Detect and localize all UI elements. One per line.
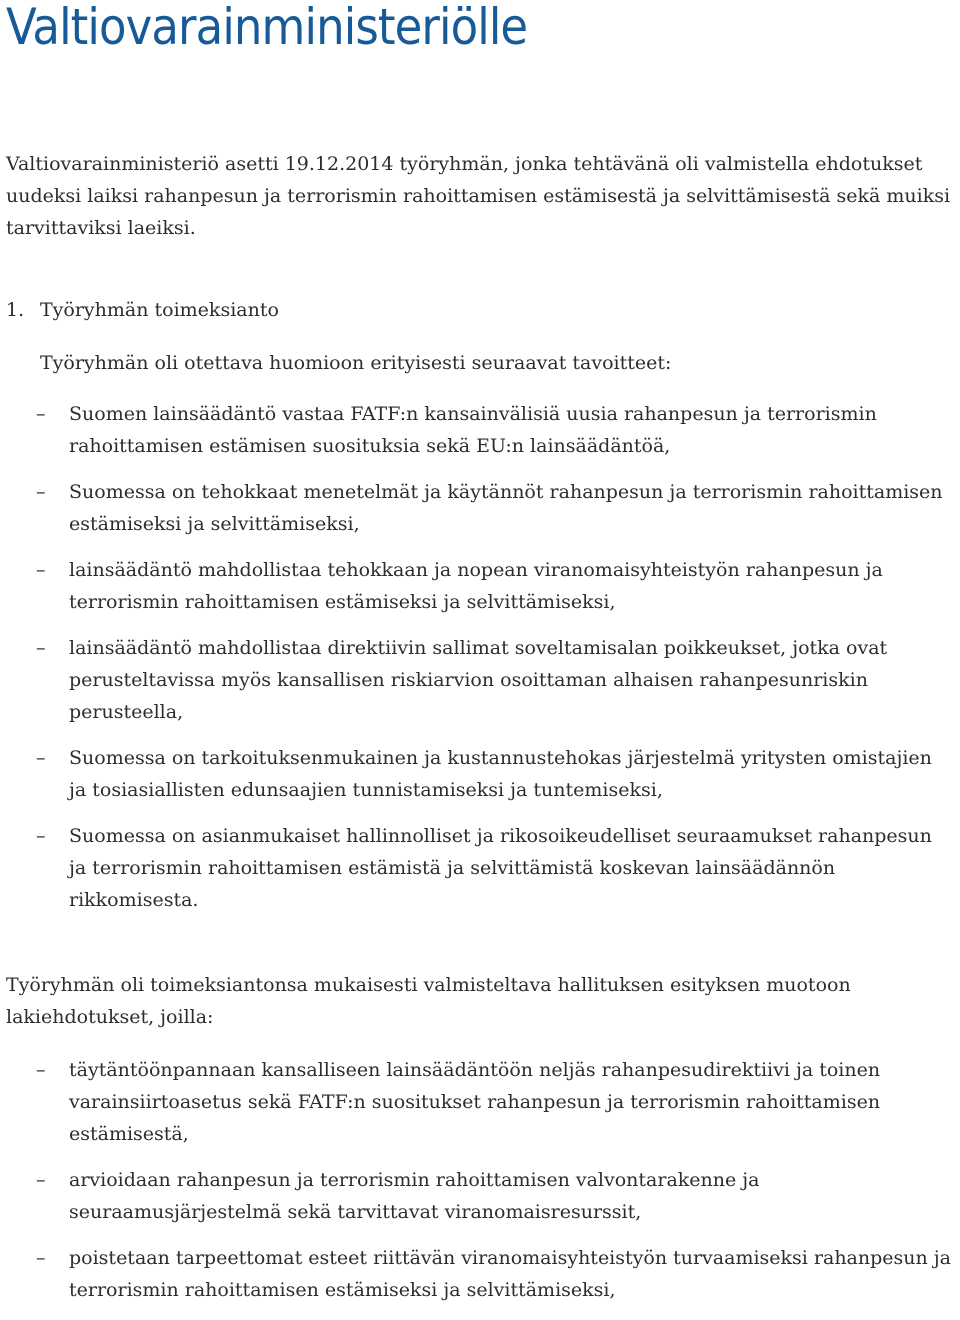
dash-icon: – [36, 1247, 46, 1269]
objectives-list [6, 398, 954, 930]
dash-icon: – [36, 1059, 46, 1081]
objective-text: Suomessa on tehokkaat menetelmät ja käytännöt rahanpesun ja terrorismin rahoittamisen estämiseksi ja selvittämiseksi, [69, 481, 943, 535]
dash-icon: – [36, 559, 46, 581]
dash-icon: – [36, 403, 46, 425]
objective-text: Suomessa on tarkoituksenmukainen ja kustannustehokas järjestelmä yritysten omistajien ja tosiasiallisten edunsaajien tunnistamiseksi ja tuntemiseksi, [69, 747, 932, 801]
section-lead-paragraph: Työryhmän oli otettava huomioon erityisesti seuraavat tavoitteet: [40, 352, 672, 374]
mandate-paragraph: Työryhmän oli toimeksiantonsa mukaisesti valmisteltava hallituksen esityksen muotoon lakiehdotukset, joilla: [6, 974, 851, 1028]
objective-text: lainsäädäntö mahdollistaa tehokkaan ja nopean viranomaisyhteistyön rahanpesun ja terrorismin rahoittamisen estämiseksi ja selvittämiseksi, [69, 559, 883, 613]
objective-list-item [6, 476, 954, 540]
section-number: 1. [6, 299, 25, 321]
proposal-text: arvioidaan rahanpesun ja terrorismin rahoittamisen valvontarakenne ja seuraamusjärjestelmä sekä tarvittavat viranomaisresurssit, [69, 1169, 760, 1223]
objective-list-item [6, 820, 954, 916]
proposal-list-item [6, 1164, 954, 1228]
dash-icon: – [36, 637, 46, 659]
intro-paragraph: Valtiovarainministeriö asetti 19.12.2014 työryhmän, jonka tehtävänä oli valmistella ehdotukset uudeksi laiksi rahanpesun ja terrorismin rahoittamisen estämisestä ja selvittämisestä sekä muiksi tarvittaviksi laeiksi. [6, 153, 951, 239]
section-heading [6, 294, 279, 326]
objective-list-item [6, 742, 954, 806]
objective-text: Suomessa on asianmukaiset hallinnolliset ja rikosoikeudelliset seuraamukset rahanpesun ja terrorismin rahoittamisen estämistä ja selvittämistä koskevan lainsäädännön rikkomisesta. [69, 825, 932, 911]
objective-list-item [6, 554, 954, 618]
objective-list-item [6, 632, 954, 728]
proposal-text: täytäntöönpannaan kansalliseen lainsäädäntöön neljäs rahanpesudirektiivi ja toinen varainsiirtoasetus sekä FATF:n suositukset rahanpesun ja terrorismin rahoittamisen estämisestä, [69, 1059, 881, 1145]
dash-icon: – [36, 481, 46, 503]
dash-icon: – [36, 825, 46, 847]
proposal-list [6, 1054, 954, 1320]
objective-text: lainsäädäntö mahdollistaa direktiivin sallimat soveltamisalan poikkeukset, jotka ovat perusteltavissa myös kansallisen riskiarvion osoittaman alhaisen rahanpesunriskin perusteella, [69, 637, 888, 723]
proposal-list-item [6, 1242, 954, 1306]
section-title: Työryhmän toimeksianto [40, 299, 279, 321]
proposal-list-item [6, 1054, 954, 1150]
proposal-text: poistetaan tarpeettomat esteet riittävän viranomaisyhteistyön turvaamiseksi rahanpesun ja terrorismin rahoittamisen estämiseksi ja selvittämiseksi, [69, 1247, 952, 1301]
dash-icon: – [36, 747, 46, 769]
document-title: Valtiovarainministeriölle [6, 0, 528, 56]
objective-list-item [6, 398, 954, 462]
objective-text: Suomen lainsäädäntö vastaa FATF:n kansainvälisiä uusia rahanpesun ja terrorismin rahoittamisen estämisen suosituksia sekä EU:n lainsäädäntöä, [69, 403, 877, 457]
dash-icon: – [36, 1169, 46, 1191]
